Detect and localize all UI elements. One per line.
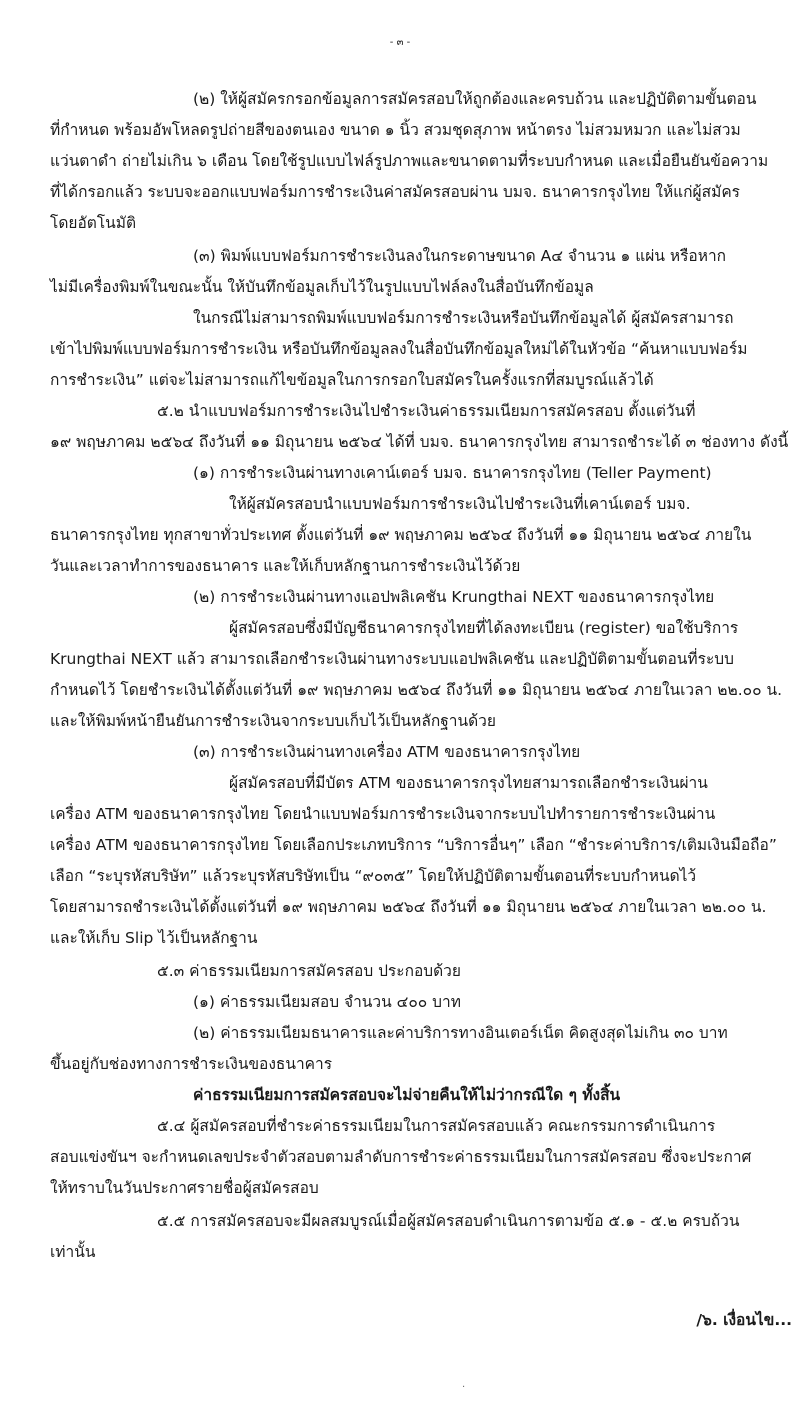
paragraph-line: Krungthai NEXT แล้ว สามารถเลือกชำระเงินผ่านทางระบบแอปพลิเคชัน และปฏิบัติตามขั้นตอนที่ระบบ — [50, 650, 734, 668]
paragraph-line: ที่ได้กรอกแล้ว ระบบจะออกแบบฟอร์มการชำระเงินค่าสมัครสอบผ่าน บมจ. ธนาคารกรุงไทย ให้แก่ผู้สมัคร — [50, 183, 741, 201]
paragraph-line: ไม่มีเครื่องพิมพ์ในขณะนั้น ให้บันทึกข้อมูลเก็บไว้ในรูปแบบไฟล์ลงในสื่อบันทึกข้อมูล — [50, 278, 594, 296]
paragraph-line: แว่นตาดำ ถ่ายไม่เกิน ๖ เดือน โดยใช้รูปแบบไฟล์รูปภาพและขนาดตามที่ระบบกำหนด และเมื่อยืนยันข้อความ — [50, 152, 769, 170]
paragraph-line: ธนาคารกรุงไทย ทุกสาขาทั่วประเทศ ตั้งแต่วันที่ ๑๙ พฤษภาคม ๒๕๖๔ ถึงวันที่ ๑๑ มิถุนายน ๒๕๖๔ ภายใน — [50, 526, 752, 544]
subsection-heading: (๒) การชำระเงินผ่านทางแอปพลิเคชัน Krungthai NEXT ของธนาคารกรุงไทย — [193, 588, 715, 606]
subsection-heading: (๓) การชำระเงินผ่านทางเครื่อง ATM ของธนาคารกรุงไทย — [193, 743, 581, 761]
paragraph-line: โดยสามารถชำระเงินได้ตั้งแต่วันที่ ๑๙ พฤษภาคม ๒๕๖๔ ถึงวันที่ ๑๑ มิถุนายน ๒๕๖๔ ภายในเวลา ๒๒.๐๐ น. — [50, 898, 767, 916]
bold-notice: ค่าธรรมเนียมการสมัครสอบจะไม่จ่ายคืนให้ไม่ว่ากรณีใด ๆ ทั้งสิ้น — [193, 1086, 621, 1104]
paragraph-line: (๑) ค่าธรรมเนียมสอบ จำนวน ๔๐๐ บาท — [193, 993, 461, 1011]
section-heading: ๕.๔ ผู้สมัครสอบที่ชำระค่าธรรมเนียมในการสมัครสอบแล้ว คณะกรรมการดำเนินการ — [157, 1117, 716, 1135]
section-heading: ๕.๓ ค่าธรรมเนียมการสมัครสอบ ประกอบด้วย — [157, 962, 461, 980]
paragraph-line: และให้พิมพ์หน้ายืนยันการชำระเงินจากระบบเก็บไว้เป็นหลักฐานด้วย — [50, 712, 496, 730]
paragraph-line: การชำระเงิน” แต่จะไม่สามารถแก้ไขข้อมูลในการกรอกใบสมัครในครั้งแรกที่สมบูรณ์แล้วได้ — [50, 371, 654, 389]
paragraph-line: ที่กำหนด พร้อมอัพโหลดรูปถ่ายสีของตนเอง ขนาด ๑ นิ้ว สวมชุดสุภาพ หน้าตรง ไม่สวมหมวก และไม่สวม — [50, 121, 741, 139]
paragraph-line: เลือก “ระบุรหัสบริษัท” แล้วระบุรหัสบริษัทเป็น “๙๐๓๕” โดยให้ปฏิบัติตามขั้นตอนที่ระบบกำหนดไว้ — [50, 867, 697, 885]
section-heading: ๕.๕ การสมัครสอบจะมีผลสมบูรณ์เมื่อผู้สมัครสอบดำเนินการตามข้อ ๕.๑ - ๕.๒ ครบถ้วน — [157, 1212, 740, 1230]
paragraph-line: สอบแข่งขันฯ จะกำหนดเลขประจำตัวสอบตามลำดับการชำระค่าธรรมเนียมในการสมัครสอบ ซึ่งจะประกาศ — [50, 1148, 752, 1166]
paragraph-line: วันและเวลาทำการของธนาคาร และให้เก็บหลักฐานการชำระเงินไว้ด้วย — [50, 557, 521, 575]
page-number: - ๓ - — [389, 37, 411, 48]
scan-speck: · — [462, 1382, 466, 1393]
paragraph-line: เครื่อง ATM ของธนาคารกรุงไทย โดยเลือกประเภทบริการ “บริการอื่นๆ” เลือก “ชำระค่าบริการ/เติมเงินมือถือ” — [50, 836, 777, 854]
paragraph-line: ในกรณีไม่สามารถพิมพ์แบบฟอร์มการชำระเงินหรือบันทึกข้อมูลได้ ผู้สมัครสามารถ — [193, 309, 734, 327]
paragraph-line: (๒) ให้ผู้สมัครกรอกข้อมูลการสมัครสอบให้ถูกต้องและครบถ้วน และปฏิบัติตามขั้นตอน — [193, 90, 757, 108]
paragraph-line: ขึ้นอยู่กับช่องทางการชำระเงินของธนาคาร — [50, 1055, 333, 1073]
paragraph-line: ผู้สมัครสอบซึ่งมีบัญชีธนาคารกรุงไทยที่ได้ลงทะเบียน (register) ขอใช้บริการ — [229, 619, 739, 637]
paragraph-line: เท่านั้น — [50, 1243, 96, 1261]
section-heading: ๕.๒ นำแบบฟอร์มการชำระเงินไปชำระเงินค่าธรรมเนียมการสมัครสอบ ตั้งแต่วันที่ — [157, 402, 696, 420]
paragraph-line: ๑๙ พฤษภาคม ๒๕๖๔ ถึงวันที่ ๑๑ มิถุนายน ๒๕๖๔ ได้ที่ บมจ. ธนาคารกรุงไทย สามารถชำระได้ ๓ ช่องทาง ดังนี้ — [50, 433, 789, 451]
paragraph-line: โดยอัตโนมัติ — [50, 214, 137, 232]
paragraph-line: เข้าไปพิมพ์แบบฟอร์มการชำระเงิน หรือบันทึกข้อมูลลงในสื่อบันทึกข้อมูลใหม่ได้ในหัวข้อ “ค้นหาแบบฟอร์ม — [50, 340, 748, 358]
paragraph-line: (๓) พิมพ์แบบฟอร์มการชำระเงินลงในกระดาษขนาด A๔ จำนวน ๑ แผ่น หรือหาก — [193, 247, 727, 265]
paragraph-line: และให้เก็บ Slip ไว้เป็นหลักฐาน — [50, 929, 258, 947]
continuation-marker: /๖. เงื่อนไข... — [696, 1311, 792, 1329]
paragraph-line: กำหนดไว้ โดยชำระเงินได้ตั้งแต่วันที่ ๑๙ พฤษภาคม ๒๕๖๔ ถึงวันที่ ๑๑ มิถุนายน ๒๕๖๔ ภายในเวลา ๒๒.๐๐ น. — [50, 681, 782, 699]
paragraph-line: (๒) ค่าธรรมเนียมธนาคารและค่าบริการทางอินเตอร์เน็ต คิดสูงสุดไม่เกิน ๓๐ บาท — [193, 1024, 728, 1042]
paragraph-line: ให้ผู้สมัครสอบนำแบบฟอร์มการชำระเงินไปชำระเงินที่เคาน์เตอร์ บมจ. — [229, 495, 691, 513]
paragraph-line: ให้ทราบในวันประกาศรายชื่อผู้สมัครสอบ — [50, 1179, 319, 1197]
paragraph-line: เครื่อง ATM ของธนาคารกรุงไทย โดยนำแบบฟอร์มการชำระเงินจากระบบไปทำรายการชำระเงินผ่าน — [50, 805, 716, 823]
subsection-heading: (๑) การชำระเงินผ่านทางเคาน์เตอร์ บมจ. ธนาคารกรุงไทย (Teller Payment) — [193, 464, 712, 482]
paragraph-line: ผู้สมัครสอบที่มีบัตร ATM ของธนาคารกรุงไทยสามารถเลือกชำระเงินผ่าน — [229, 774, 708, 792]
